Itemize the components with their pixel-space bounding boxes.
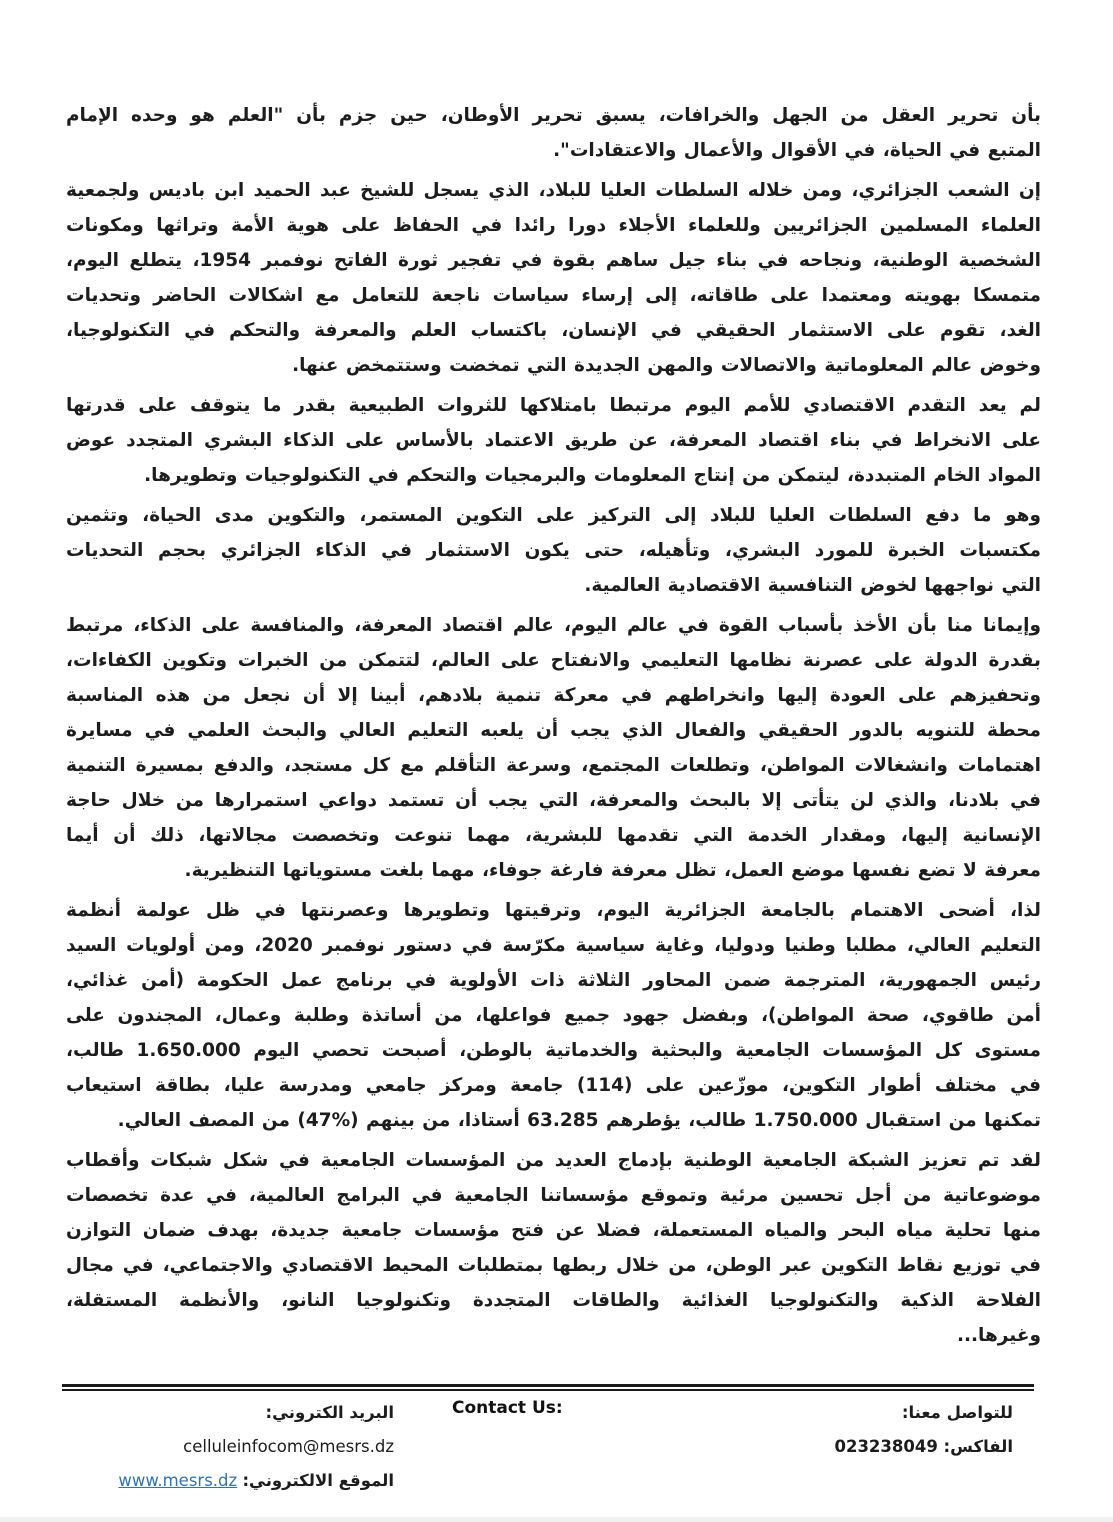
footer-contact-left (62, 1396, 394, 1498)
text-line: لم يعد التقدم الاقتصادي للأمم اليوم مرتبطا بامتلاكها للثروات الطبيعية بقدر ما يتوقف على قدرتها (66, 395, 1041, 416)
text-line: الإنسانية إليها، ومقدار الخدمة التي تقدمها للبشرية، مهما تنوعت وتخصصت مجالاتها، ذلك أن أيما (66, 825, 1041, 846)
website-row (62, 1464, 394, 1498)
text-line: الشخصية الوطنية، ونجاحه في بناء جيل ساهم بقوة في تفجير ثورة الفاتح نوفمبر 1954، يتطلع اليوم، (66, 250, 1041, 271)
text-line: متمسكا بهويته ومعتمدا على طاقاته، إلى إرساء سياسات ناجعة للتعامل مع اشكالات الحاضر وتحديات (66, 285, 1041, 306)
text-line: موضوعاتية من أجل تحسين مرئية وتموقع مؤسساتنا الجامعية في البرامج العالمية، في عدة تخصصات (66, 1185, 1041, 1206)
text-line: وهو ما دفع السلطات العليا للبلاد إلى التركيز على التكوين المستمر، والتكوين مدى الحياة، وتثمين (66, 505, 1041, 526)
text-line: وغيرها... (956, 1325, 1041, 1346)
scan-edge-strip (0, 1517, 1113, 1522)
text-line: بأن تحرير العقل من الجهل والخرافات، يسبق تحرير الأوطان، حين جزم بأن "العلم هو وحده الإمام (66, 105, 1041, 126)
text-line: اهتمامات وانشغالات المواطن، وتطلعات المجتمع، وسرعة التأقلم مع كل مستجد، والدفع بمسيرة التنمية (66, 755, 1041, 776)
text-line: إن الشعب الجزائري، ومن خلاله السلطات العليا للبلاد، الذي يسجل للشيخ عبد الحميد ابن باديس ولجمعية (66, 180, 1041, 201)
paragraph-2 (66, 173, 1041, 383)
text-line: في بلادنا، والذي لن يتأتى إلا بالبحث والمعرفة، التي يجب أن تستمد دواعي استمرارها من خلال حاجة (66, 790, 1041, 811)
email-label: البريد الكتروني: (265, 1403, 394, 1422)
text-line: مكتسبات الخبرة للمورد البشري، وتأهيله، حتى يكون الاستثمار في الذكاء الجزائري بحجم التحديات (66, 540, 1041, 561)
text-line: وتحفيزهم على العودة إليها وانخراطهم في معركة تنمية بلادهم، أبينا إلا أن نجعل من هذه المناسبة (66, 685, 1041, 706)
text-line: المواد الخام المتبددة، ليتمكن من إنتاج المعلومات والبرمجيات والتحكم في التكنولوجيات وتطويرها. (144, 465, 1041, 486)
text-line: معرفة لا تضع نفسها موضع العمل، تظل معرفة فارغة جوفاء، مهما بلغت مستوياتها التنظيرية. (184, 860, 1041, 881)
paragraph-3 (66, 388, 1041, 493)
website-label: الموقع الالكتروني: (242, 1471, 394, 1490)
email-address: celluleinfocom@mesrs.dz (183, 1437, 394, 1456)
text-line: رئيس الجمهورية، المترجمة ضمن المحاور الثلاثة ذات الأولوية في برنامج عمل الحكومة (أمن غذائي، (66, 970, 1041, 991)
paragraph-6 (66, 893, 1041, 1138)
paragraph-4 (66, 498, 1041, 603)
text-line: وخوض عالم المعلوماتية والاتصالات والمهن الجديدة التي تمخضت وستتمخض عنها. (292, 355, 1041, 376)
text-line: محطة للتنويه بالدور الحقيقي والفعال الذي يجب أن يلعبه التعليم العالي والبحث العلمي في مسايرة (66, 720, 1041, 741)
text-line: لقد تم تعزيز الشبكة الجامعية الوطنية بإدماج العديد من المؤسسات الجامعية في شكل شبكات وأقطاب (66, 1150, 1041, 1171)
text-line: الفلاحة الذكية والتكنولوجيا الغذائية والطاقات المتجددة وتكنولوجيا النانو، والأنظمة المستقلة، (66, 1290, 1041, 1311)
text-line: مستوى كل المؤسسات الجامعية والبحثية والخدماتية بالوطن، أصبحت تحصي اليوم 1.650.000 طالب، (66, 1040, 1041, 1061)
text-line: الغد، تقوم على الاستثمار الحقيقي في الإنسان، باكتساب العلم والمعرفة والتحكم في التكنولوجيا، (66, 320, 1041, 341)
text-line: على الانخراط في بناء اقتصاد المعرفة، عن طريق الاعتماد بالأساس على الذكاء البشري المتجدد عوض (66, 430, 1041, 451)
text-line: منها تحلية مياه البحر والمياه المستعملة، فضلا عن فتح مؤسسات جامعية جديدة، بهدف ضمان التوازن (66, 1220, 1041, 1241)
text-line: تمكنها من استقبال 1.750.000 طالب، يؤطرهم 63.285 أستاذا، من بينهم (%47) من المصف العالي. (117, 1110, 1041, 1131)
text-line: التي نواجهها لخوض التنافسية الاقتصادية العالمية. (584, 575, 1041, 596)
text-line: في توزيع نقاط التكوين عبر الوطن، من خلال ربطها بمتطلبات المحيط الاقتصادي والاجتماعي، في مجال (66, 1255, 1041, 1276)
paragraph-5 (66, 608, 1041, 888)
website-link[interactable]: www.mesrs.dz (118, 1471, 238, 1490)
footer-contact-right (753, 1396, 1013, 1464)
text-line: وإيمانا منا بأن الأخذ بأسباب القوة في عالم اليوم، عالم اقتصاد المعرفة، والمنافسة على الذكاء، مرتبط (66, 615, 1041, 636)
text-line: أمن طاقوي، صحة المواطن)، وبفضل جهود جميع فواعلها، من أساتذة وطلبة وعمال، المجندون على (66, 1005, 1041, 1026)
paragraph-7 (66, 1143, 1041, 1353)
email-row (62, 1396, 394, 1464)
text-line: المتبع في الحياة، في الأقوال والأعمال والاعتقادات". (553, 140, 1041, 161)
text-line: لذا، أضحى الاهتمام بالجامعة الجزائرية اليوم، وترقيتها وتطويرها وعصرنتها في ظل عولمة أنظمة (66, 900, 1041, 921)
contact-heading-arabic: للتواصل معنا: (901, 1403, 1013, 1422)
document-body (66, 98, 1041, 1358)
footer-divider (62, 1384, 1034, 1391)
text-line: العلماء المسلمين الجزائريين وللعلماء الأجلاء دورا رائدا في الحفاظ على هوية الأمة وتراثها ومكونات (66, 215, 1041, 236)
text-line: بقدرة الدولة على عصرنة نظامها التعليمي والانفتاح على العالم، لتتمكن من الخبرات وتكوين الكفاءات، (66, 650, 1041, 671)
contact-us-heading: Contact Us: (452, 1398, 563, 1418)
paragraph-1 (66, 98, 1041, 168)
text-line: في مختلف أطوار التكوين، موزّعين على (114) جامعة ومركز جامعي ومدرسة عليا، بطاقة استيعاب (66, 1075, 1041, 1096)
text-line: التعليم العالي، مطلبا وطنيا ودوليا، وغاية سياسية مكرّسة في دستور نوفمبر 2020، ومن أولويات السيد (66, 935, 1041, 956)
fax-line: الفاكس: 023238049 (834, 1437, 1013, 1456)
